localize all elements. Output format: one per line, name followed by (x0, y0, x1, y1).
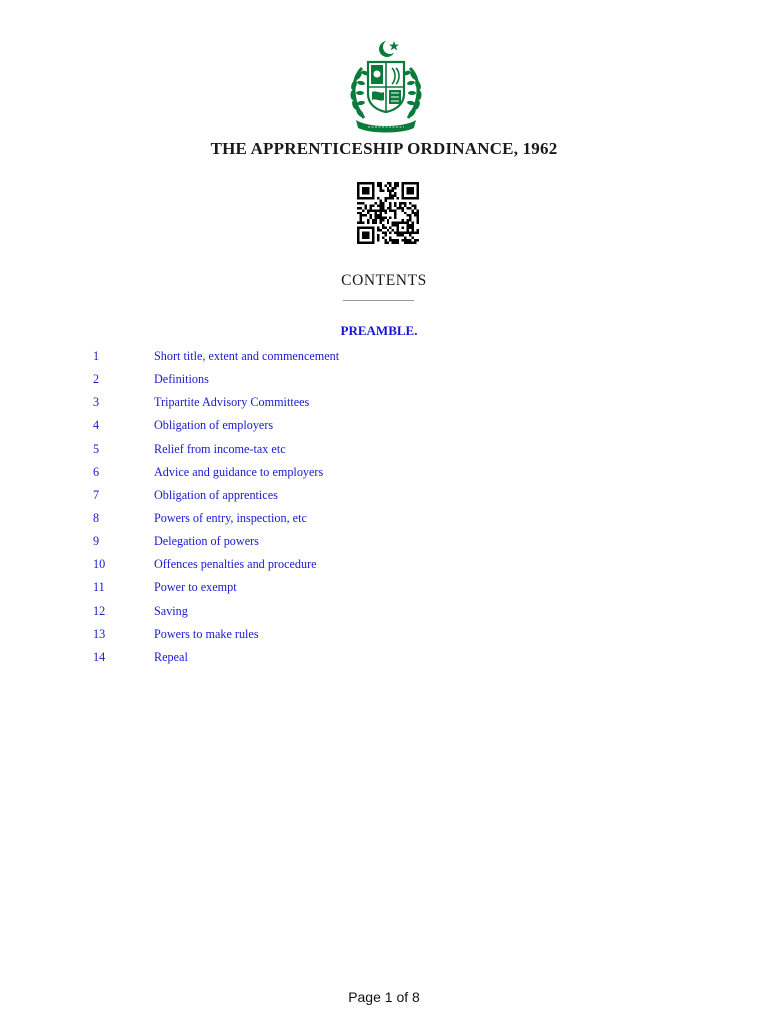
toc-item[interactable] (93, 391, 339, 414)
toc-item-number: 7 (93, 487, 100, 502)
contents-heading: CONTENTS (341, 272, 427, 289)
toc-item-number: 11 (93, 580, 105, 595)
toc-item[interactable] (93, 646, 339, 669)
toc-item-number: 12 (93, 603, 106, 618)
toc-item-number: 1 (93, 349, 100, 364)
toc-item-number: 2 (93, 372, 100, 387)
toc-item-number: 8 (93, 511, 100, 526)
page-indicator: Page 1 of 8 (348, 989, 420, 1005)
qr-code-icon (357, 182, 419, 244)
toc-item-link[interactable]: Obligation of employers (154, 418, 274, 433)
toc-item[interactable] (93, 600, 339, 623)
toc-item-link[interactable]: Powers of entry, inspection, etc (154, 511, 307, 526)
toc-item-number: 9 (93, 534, 100, 549)
toc-item-link[interactable]: Obligation of apprentices (154, 487, 278, 502)
toc-item-number: 14 (93, 649, 106, 664)
toc-item[interactable] (93, 530, 339, 553)
table-of-contents (93, 345, 339, 669)
document-title: THE APPRENTICESHIP ORDINANCE, 1962 (210, 139, 558, 158)
toc-item-number: 4 (93, 418, 100, 433)
preamble-link[interactable]: PREAMBLE. (340, 323, 418, 338)
toc-item-link[interactable]: Delegation of powers (154, 534, 259, 549)
toc-item-link[interactable]: Definitions (154, 372, 209, 387)
toc-item-link[interactable]: Short title, extent and commencement (154, 349, 340, 364)
toc-item-number: 5 (93, 441, 100, 456)
toc-item-number: 13 (93, 626, 106, 641)
toc-item[interactable] (93, 345, 339, 368)
qr-code (357, 182, 419, 244)
toc-item-number: 3 (93, 395, 100, 410)
toc-item-link[interactable]: Powers to make rules (154, 626, 259, 641)
toc-item-link[interactable]: Saving (154, 603, 188, 618)
toc-item-number: 6 (93, 464, 100, 479)
toc-item[interactable] (93, 461, 339, 484)
toc-item-link[interactable]: Tripartite Advisory Committees (154, 395, 310, 410)
toc-item[interactable] (93, 576, 339, 599)
toc-item-link[interactable]: Relief from income-tax etc (154, 441, 286, 456)
toc-item-number: 10 (93, 557, 106, 572)
toc-item[interactable] (93, 507, 339, 530)
toc-item[interactable] (93, 623, 339, 646)
state-emblem-icon (344, 38, 428, 134)
toc-item[interactable] (93, 438, 339, 461)
toc-item[interactable] (93, 484, 339, 507)
state-emblem (344, 38, 428, 134)
toc-item-link[interactable]: Offences penalties and procedure (154, 557, 317, 572)
contents-divider (343, 300, 414, 301)
toc-item-link[interactable]: Power to exempt (154, 580, 237, 595)
toc-item[interactable] (93, 368, 339, 391)
toc-item[interactable] (93, 553, 339, 576)
toc-item[interactable] (93, 414, 339, 437)
toc-item-link[interactable]: Advice and guidance to employers (154, 464, 324, 479)
toc-item-link[interactable]: Repeal (154, 649, 188, 664)
